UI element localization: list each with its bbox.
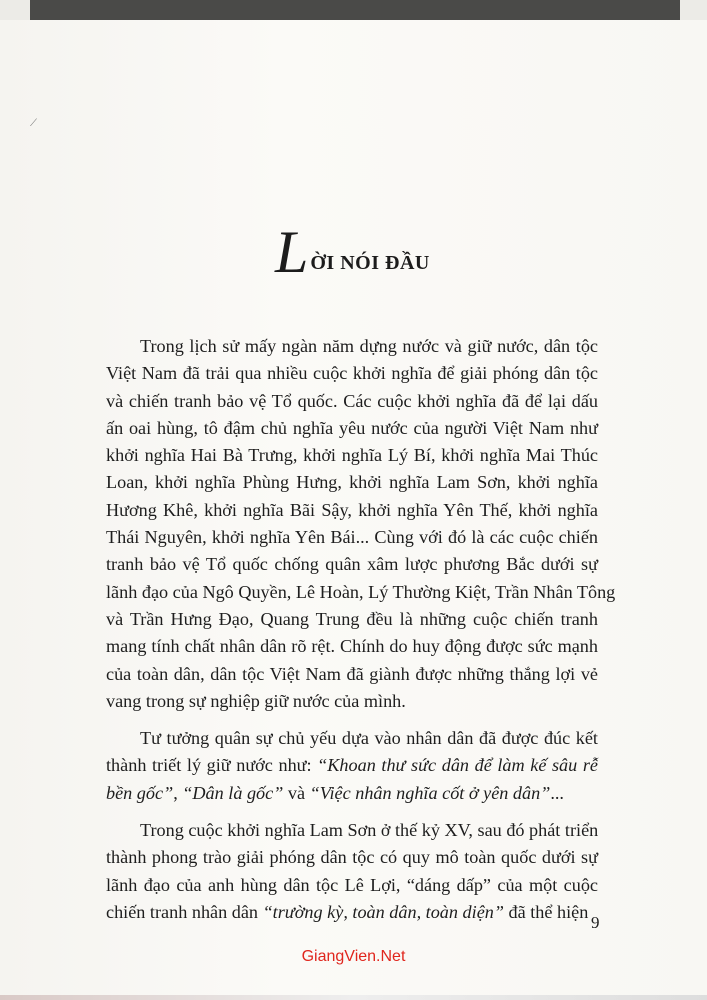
text-line: và chiến tranh bảo vệ Tổ quốc. Các cuộc khởi nghĩa đã để lại dấu — [106, 390, 598, 411]
scan-bottom-edge — [0, 995, 707, 1000]
text-line: vang trong sự nghiệp giữ nước của mình. — [106, 690, 406, 711]
text-line: Việt Nam đã trải qua nhiều cuộc khởi nghĩa để giải phóng dân tộc — [106, 363, 598, 384]
text-line: của toàn dân, dân tộc Việt Nam đã giành được những thắng lợi vẻ — [106, 663, 598, 684]
text-run: ... — [550, 782, 564, 803]
text-line: khởi nghĩa Hai Bà Trưng, khởi nghĩa Lý Bí, khởi nghĩa Mai Thúc — [106, 445, 598, 466]
text-line: lãnh đạo của anh hùng dân tộc Lê Lợi, “dáng dấp” của một cuộc — [106, 874, 598, 895]
paragraph-2 — [106, 725, 598, 807]
text-line: Trong cuộc khởi nghĩa Lam Sơn ở thế kỷ XV, sau đó phát triển — [140, 820, 599, 841]
text-line: Trong lịch sử mấy ngàn năm dựng nước và giữ nước, dân tộc — [140, 336, 598, 356]
quote-run: “Việc nhân nghĩa cốt ở yên dân” — [309, 782, 551, 803]
text-line: lãnh đạo của Ngô Quyền, Lê Hoàn, Lý Thường Kiệt, Trần Nhân Tông — [106, 581, 616, 602]
page-number: 9 — [591, 913, 600, 932]
text-line: Thái Nguyên, khởi nghĩa Yên Bái... Cùng với đó là các cuộc chiến — [106, 527, 598, 548]
title-initial: L — [275, 219, 309, 285]
text-run: chiến tranh nhân dân — [106, 901, 263, 922]
text-line — [106, 899, 598, 926]
text-run: và — [283, 782, 310, 803]
text-line: mang tính chất nhân dân rõ rệt. Chính do huy động được sức mạnh — [106, 636, 598, 657]
text-line: Tư tưởng quân sự chủ yếu dựa vào nhân dân đã được đúc kết — [140, 728, 598, 749]
quote-run: “Khoan thư sức dân để làm kế sâu rễ — [317, 755, 598, 776]
text-line: ấn oai hùng, tô đậm chủ nghĩa yêu nước của người Việt Nam như — [106, 417, 598, 438]
quote-run: bền gốc” — [106, 782, 174, 803]
text-line: Loan, khởi nghĩa Phùng Hưng, khởi nghĩa Lam Sơn, khởi nghĩa — [106, 472, 598, 493]
watermark-link[interactable]: GiangVien.Net — [301, 948, 406, 965]
title-rest: ỜI NÓI ĐẦU — [310, 252, 430, 274]
text-run: đã thể hiện — [503, 901, 589, 922]
pen-mark: ⟋ — [30, 118, 37, 129]
text-line — [106, 780, 598, 807]
quote-run: “trường kỳ, toàn dân, toàn diện” — [262, 901, 504, 922]
text-run: , — [173, 782, 183, 803]
text-line: thành phong trào giải phóng dân tộc có quy mô toàn quốc dưới sự — [106, 847, 598, 868]
page-title — [275, 219, 430, 285]
body-text — [106, 333, 616, 926]
text-line: tranh bảo vệ Tổ quốc chống quân xâm lược phương Bắc dưới sự — [106, 554, 598, 575]
text-line: Hương Khê, khởi nghĩa Bãi Sậy, khởi nghĩa Yên Thế, khởi nghĩa — [106, 499, 598, 520]
text-run: thành triết lý giữ nước như: — [106, 755, 318, 776]
paragraph-3 — [106, 817, 598, 926]
quote-run: “Dân là gốc” — [182, 782, 284, 803]
scan-top-edge — [30, 0, 680, 20]
paragraph-1 — [106, 333, 616, 715]
text-line — [106, 752, 598, 779]
text-line: và Trần Hưng Đạo, Quang Trung đều là những cuộc chiến tranh — [106, 608, 598, 629]
